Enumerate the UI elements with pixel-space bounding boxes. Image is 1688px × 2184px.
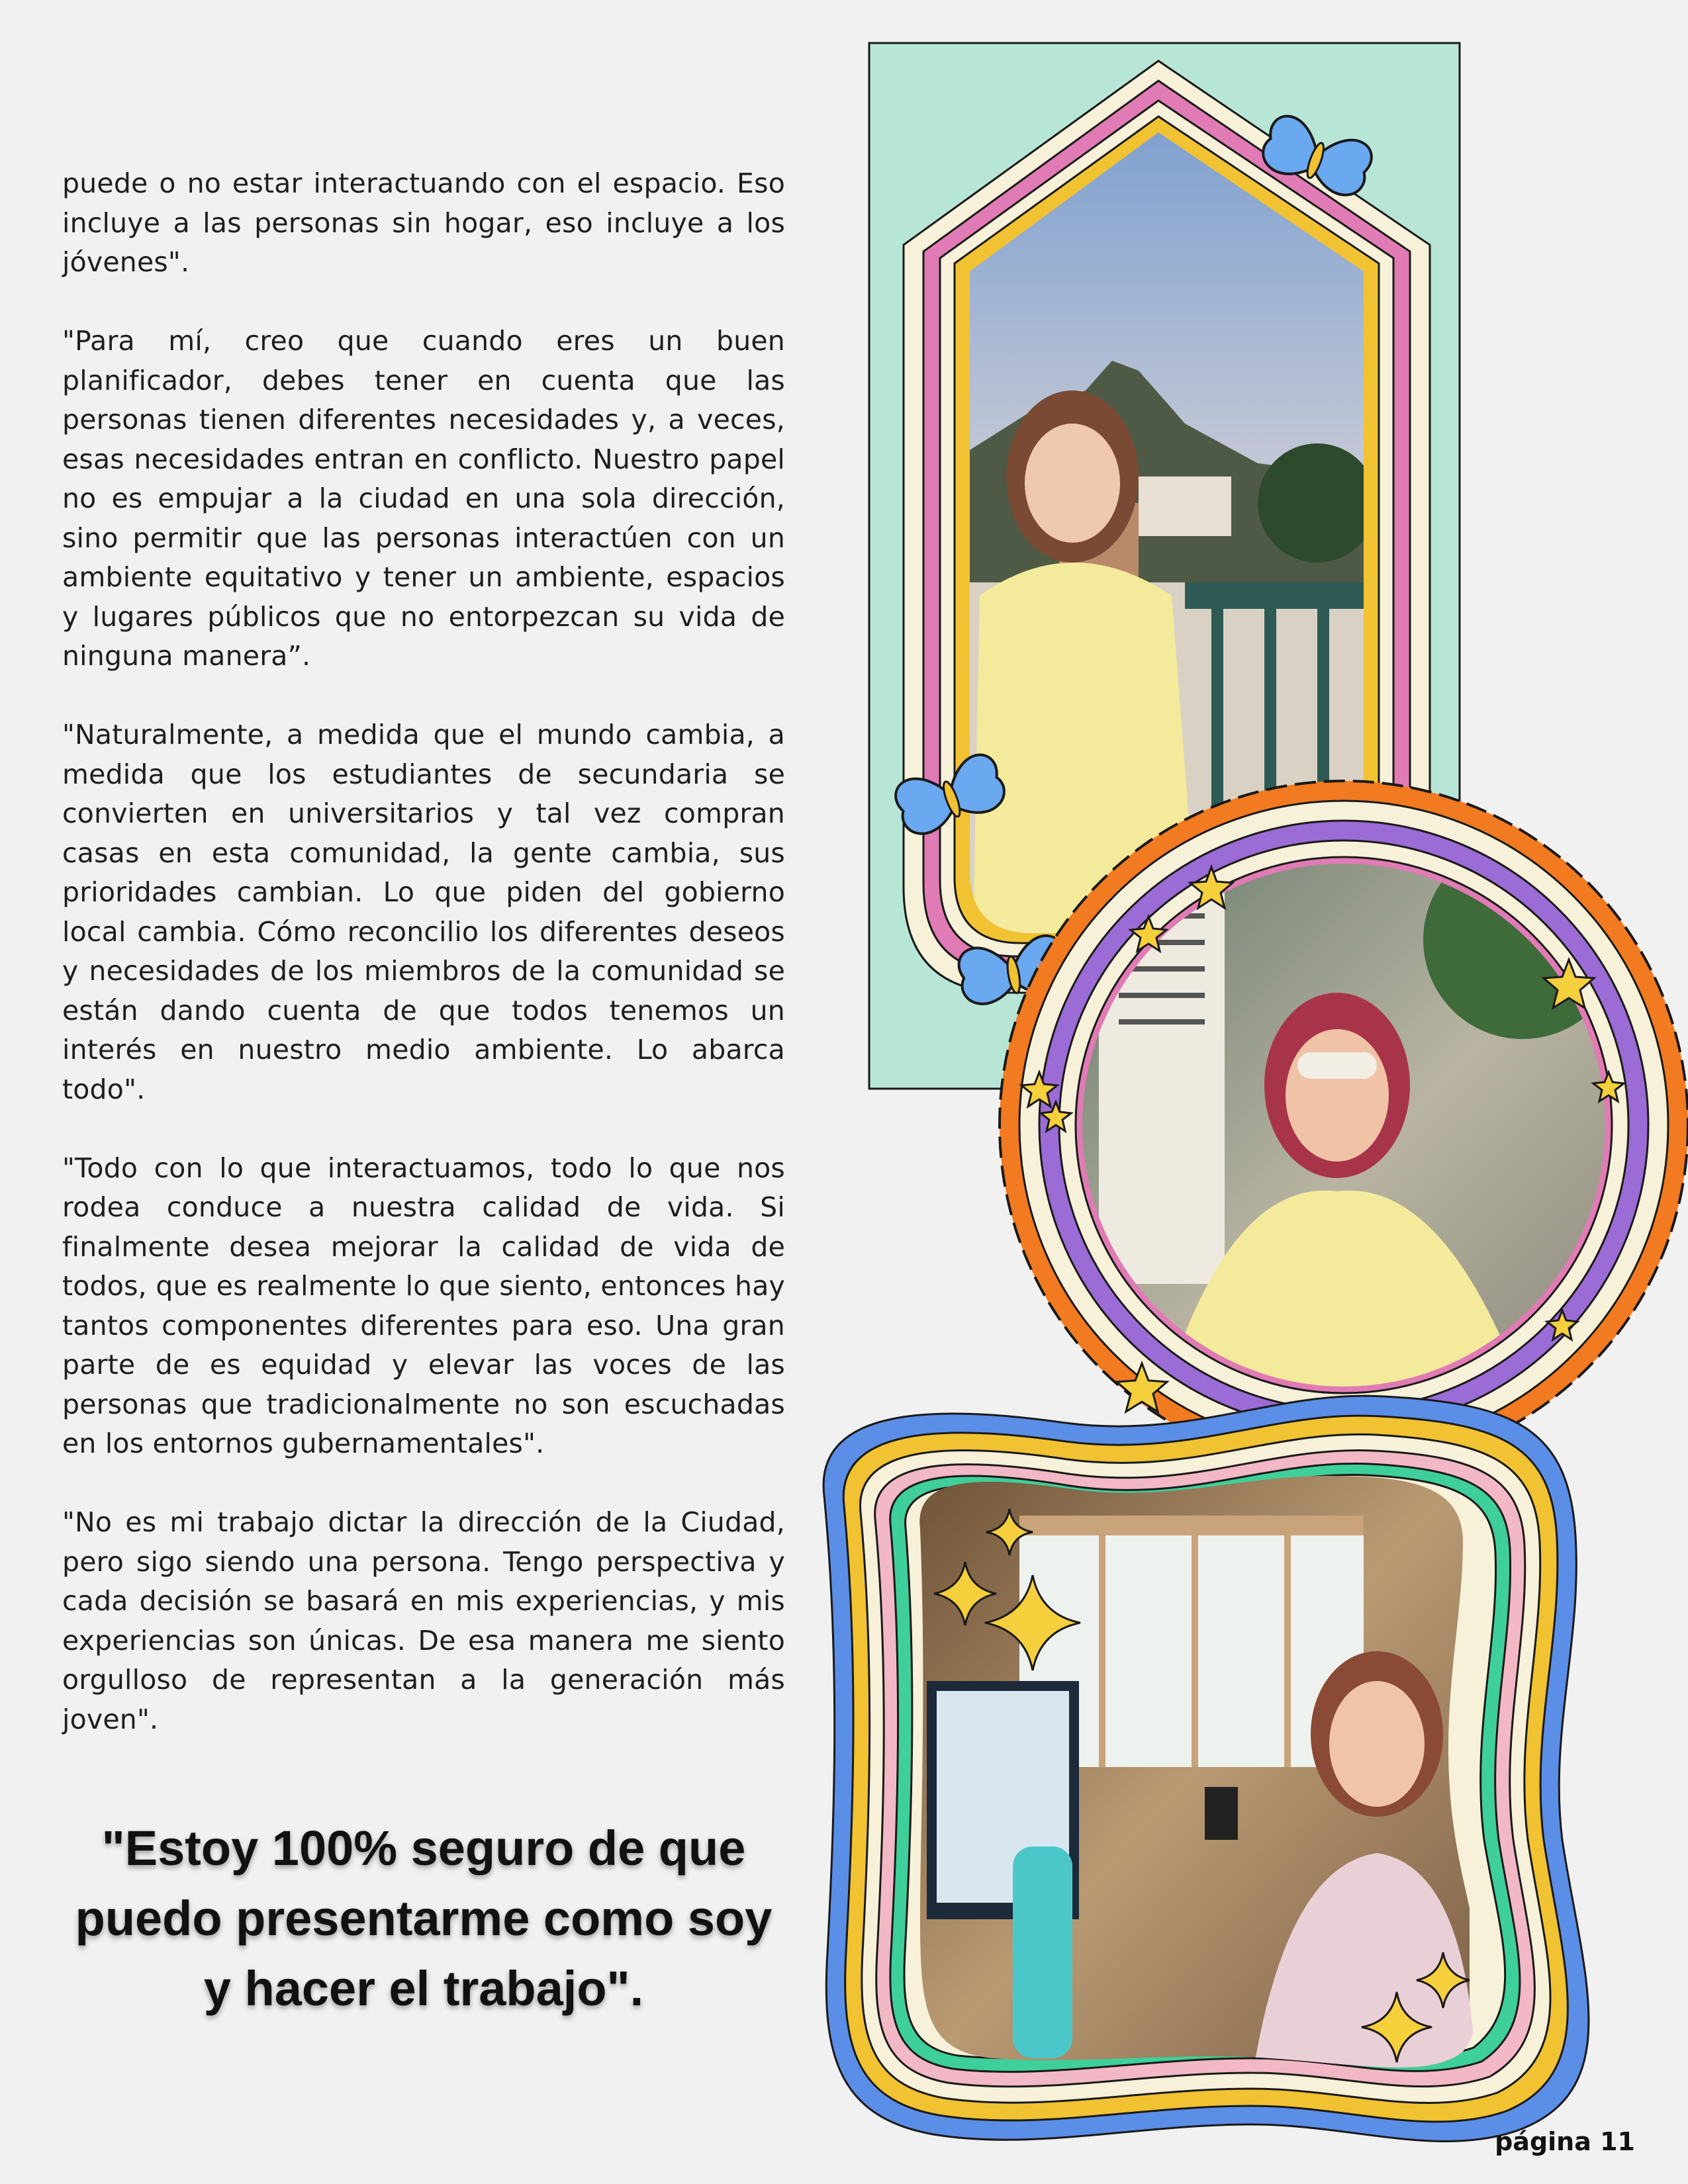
page-number: página 11: [1495, 2127, 1635, 2156]
article-paragraph-5: "No es mi trabajo dictar la dirección de la Ciudad, pero sigo siendo una persona. Tengo perspectiva y cada decisión se basará en mis experiencias, y mis experiencias son únicas. De esa manera me siento orgulloso de representan a la generación más joven".: [62, 1506, 785, 1735]
article-paragraph-3: "Naturalmente, a medida que el mundo cambia, a medida que los estudiantes de secundaria se convierten en universitarios y tal vez compran casas en esta comunidad, la gente cambia, sus prioridades cambian. Lo que piden del gobierno local cambia. Cómo reconcilio los diferentes deseos y necesidades de los miembros de la comunidad se están dando cuenta de que todos tenemos un interés en nuestro medio ambiente. Lo abarca todo".: [62, 719, 785, 1105]
article-paragraph-1: puede o no estar interactuando con el espacio. Eso incluye a las personas sin hogar, eso incluye a los jóvenes".: [62, 167, 785, 278]
article-paragraph-2: "Para mí, creo que cuando eres un buen planificador, debes tener en cuenta que las personas tienen diferentes necesidades y, a veces, esas necesidades entran en conflicto. Nuestro papel no es empujar a la ciudad en una sola dirección, sino permitir que las personas interactúen con un ambiente equitativo y tener un ambiente, espacios y lugares públicos que no entorpezcan su vida de ninguna manera”.: [62, 325, 785, 672]
pull-quote: "Estoy 100% seguro de que puedo presentarme como soy y hacer el trabajo".: [75, 1821, 773, 2016]
article-paragraph-4: "Todo con lo que interactuamos, todo lo que nos rodea conduce a nuestra calidad de vida. Si finalmente desea mejorar la calidad de vida de todos, que es realmente lo que siento, entonces hay tantos componentes diferentes para eso. Una gran parte de es equidad y elevar las voces de las personas que tradicionalmente no son escuchadas en los entornos gubernamentales".: [62, 1152, 785, 1459]
photo-office-portrait: [914, 1469, 1476, 2085]
